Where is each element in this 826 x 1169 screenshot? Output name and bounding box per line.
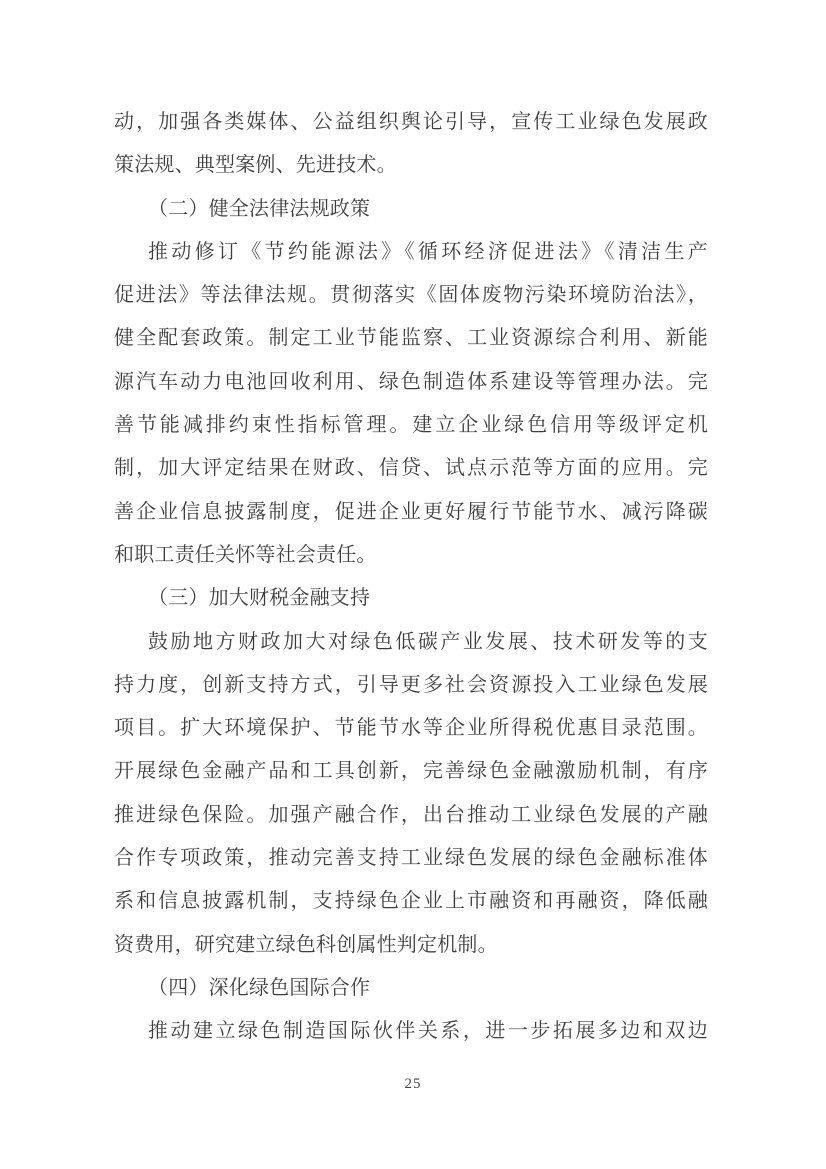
text-line: 资费用，研究建立绿色科创属性判定机制。: [114, 933, 498, 956]
section-heading: （三）加大财税金融支持: [148, 587, 371, 610]
text-line: 项目。扩大环境保护、节能节水等企业所得税优惠目录范围。: [114, 717, 708, 740]
text-line: 系和信息披露机制，支持绿色企业上市融资和再融资，降低融: [114, 890, 708, 913]
text-line: 开展绿色金融产品和工具创新，完善绿色金融激励机制，有序: [114, 760, 708, 783]
text-line: 健全配套政策。制定工业节能监察、工业资源综合利用、新能: [114, 327, 708, 350]
text-line: 持力度，创新支持方式，引导更多社会资源投入工业绿色发展: [114, 673, 708, 696]
text-line: 善企业信息披露制度，促进企业更好履行节能节水、减污降碳: [114, 500, 708, 523]
text-line: 推进绿色保险。加强产融合作，出台推动工业绿色发展的产融: [114, 803, 708, 826]
text-line: 策法规、典型案例、先进技术。: [114, 154, 397, 177]
text-line: 推动修订《节约能源法》《循环经济促进法》《清洁生产: [148, 240, 708, 263]
text-line: 鼓励地方财政加大对绿色低碳产业发展、技术研发等的支: [148, 630, 708, 653]
text-line: 源汽车动力电池回收利用、绿色制造体系建设等管理办法。完: [114, 370, 708, 393]
section-heading: （四）深化绿色国际合作: [148, 976, 371, 999]
page-number: 25: [404, 1076, 422, 1092]
text-line: 善节能减排约束性指标管理。建立企业绿色信用等级评定机: [114, 414, 708, 437]
text-line: 促进法》等法律法规。贯彻落实《固体废物污染环境防治法》，: [114, 284, 708, 307]
section-heading: （二）健全法律法规政策: [148, 197, 371, 220]
text-line: 和职工责任关怀等社会责任。: [114, 543, 377, 566]
text-line: 推动建立绿色制造国际伙伴关系，进一步拓展多边和双边: [148, 1020, 708, 1043]
text-line: 合作专项政策，推动完善支持工业绿色发展的绿色金融标准体: [114, 847, 708, 870]
document-text-block: [114, 101, 708, 1054]
text-line: 动，加强各类媒体、公益组织舆论引导，宣传工业绿色发展政: [114, 111, 708, 133]
text-line: 制，加大评定结果在财政、信贷、试点示范等方面的应用。完: [114, 457, 708, 480]
